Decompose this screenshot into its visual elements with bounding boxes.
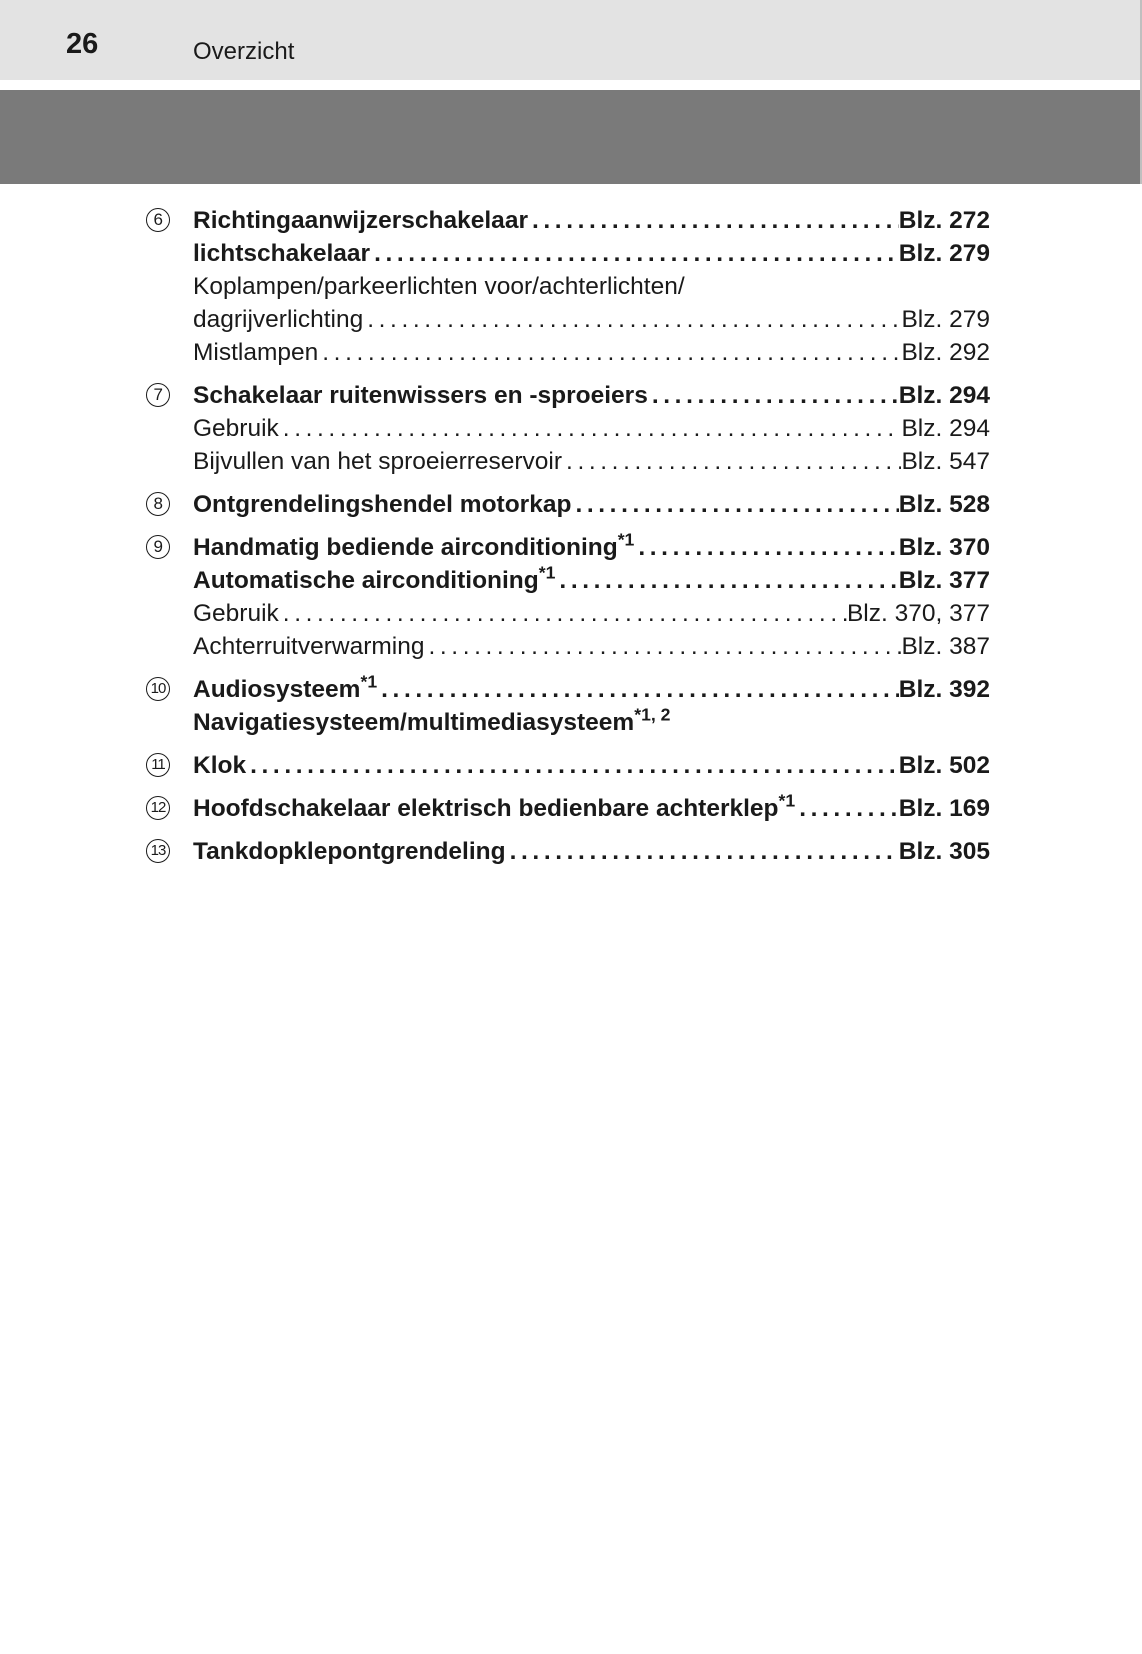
page-reference-link[interactable]: Blz. 305 xyxy=(898,838,990,865)
toc-label-text: Richtingaanwijzerschakelaar xyxy=(193,207,528,234)
toc-label xyxy=(193,531,634,564)
page-reference-link[interactable]: Blz. 377 xyxy=(898,567,990,594)
toc-label-text: Schakelaar ruitenwissers en -sproeiers xyxy=(193,382,648,409)
toc-row[interactable] xyxy=(146,835,990,868)
toc-row-content xyxy=(193,792,990,825)
section-title: Overzicht xyxy=(193,38,295,65)
toc-row-content xyxy=(193,673,990,706)
footnote-marker: *1 xyxy=(538,562,556,583)
item-number-badge: 13 xyxy=(146,839,170,863)
toc-label-text: Koplampen/parkeerlichten voor/achterlichten/ xyxy=(193,273,685,300)
toc-row[interactable] xyxy=(146,597,990,630)
dot-leader xyxy=(246,749,899,782)
toc-row-content xyxy=(193,749,990,782)
page-reference-link[interactable]: Blz. 272 xyxy=(898,207,990,234)
item-number-badge: 7 xyxy=(146,383,170,407)
toc-label-text: Achterruitverwarming xyxy=(193,633,425,660)
dot-leader xyxy=(279,412,902,445)
toc-row-content xyxy=(193,237,990,270)
toc-entry xyxy=(146,488,990,521)
dot-leader xyxy=(562,445,901,478)
toc-label-text: Klok xyxy=(193,752,247,779)
toc-label-text: Hoofdschakelaar elektrisch bedienbare achterklep xyxy=(193,795,779,822)
page-reference-link[interactable]: Blz. 279 xyxy=(901,306,990,333)
toc-row[interactable] xyxy=(146,749,990,782)
page-reference-link[interactable]: Blz. 169 xyxy=(898,795,990,822)
toc-label xyxy=(193,445,562,478)
dot-leader xyxy=(571,488,898,521)
toc-row[interactable] xyxy=(146,270,990,303)
toc-row[interactable] xyxy=(146,237,990,270)
toc-entry xyxy=(146,792,990,825)
toc-row[interactable] xyxy=(146,204,990,237)
toc-row[interactable] xyxy=(146,379,990,412)
item-number-badge: 8 xyxy=(146,492,170,516)
toc-entry xyxy=(146,204,990,369)
page-number: 26 xyxy=(66,28,99,60)
page-reference-link[interactable]: Blz. 279 xyxy=(898,240,990,267)
toc-row-content xyxy=(193,270,990,303)
toc-label-text: Handmatig bediende airconditioning xyxy=(193,534,618,561)
toc-label xyxy=(193,749,246,782)
footnote-marker: *1 xyxy=(778,790,796,811)
dot-leader xyxy=(555,564,898,597)
toc-label-text: Mistlampen xyxy=(193,339,319,366)
toc-row-content xyxy=(193,488,990,521)
dot-leader xyxy=(363,303,901,336)
page-reference-link[interactable]: Blz. 294 xyxy=(901,415,990,442)
page-reference-link[interactable]: Blz. 392 xyxy=(898,676,990,703)
toc-label xyxy=(193,673,377,706)
toc-row-content xyxy=(193,597,990,630)
page-reference-link[interactable]: Blz. 370, 377 xyxy=(846,600,990,627)
toc-row[interactable] xyxy=(146,531,990,564)
page-reference-link[interactable]: Blz. 547 xyxy=(901,448,990,475)
footnote-marker: *1 xyxy=(360,671,378,692)
toc-row-content xyxy=(193,835,990,868)
toc-list xyxy=(146,204,990,878)
dot-leader xyxy=(318,336,901,369)
toc-entry xyxy=(146,673,990,739)
toc-row-content xyxy=(193,379,990,412)
dot-leader xyxy=(795,792,899,825)
item-number-badge: 10 xyxy=(146,677,170,701)
toc-label xyxy=(193,412,279,445)
dot-leader xyxy=(528,204,899,237)
toc-label-text: Bijvullen van het sproeierreservoir xyxy=(193,448,563,475)
toc-entry xyxy=(146,749,990,782)
page-reference-link[interactable]: Blz. 370 xyxy=(898,534,990,561)
page-header xyxy=(0,0,1142,80)
toc-label-text: Gebruik xyxy=(193,600,279,627)
toc-entry xyxy=(146,835,990,868)
toc-label xyxy=(193,630,424,663)
toc-row-content xyxy=(193,412,990,445)
toc-label-text: Gebruik xyxy=(193,415,279,442)
header-band xyxy=(0,90,1142,184)
toc-label xyxy=(193,564,555,597)
toc-label-text: Ontgrendelingshendel motorkap xyxy=(193,491,572,518)
toc-label-text: lichtschakelaar xyxy=(193,240,371,267)
header-divider xyxy=(0,80,1142,90)
footnote-marker: *1, 2 xyxy=(634,704,671,725)
page-reference-link[interactable]: Blz. 387 xyxy=(901,633,990,660)
toc-row-content xyxy=(193,204,990,237)
dot-leader xyxy=(377,673,899,706)
toc-row[interactable] xyxy=(146,706,990,739)
toc-label-text: Tankdopklepontgrendeling xyxy=(193,838,506,865)
toc-label xyxy=(193,336,318,369)
item-number-badge: 9 xyxy=(146,535,170,559)
toc-row-content xyxy=(193,564,990,597)
toc-row-content xyxy=(193,445,990,478)
toc-label xyxy=(193,303,363,336)
toc-label xyxy=(193,270,685,303)
toc-label-text: dagrijverlichting xyxy=(193,306,364,333)
toc-row-content xyxy=(193,303,990,336)
dot-leader xyxy=(648,379,899,412)
toc-label xyxy=(193,488,571,521)
toc-row[interactable] xyxy=(146,412,990,445)
toc-row[interactable] xyxy=(146,673,990,706)
toc-label-text: Audiosysteem xyxy=(193,676,361,703)
dot-leader xyxy=(506,835,899,868)
toc-row[interactable] xyxy=(146,303,990,336)
toc-label xyxy=(193,237,370,270)
toc-row[interactable] xyxy=(146,445,990,478)
toc-label xyxy=(193,835,506,868)
dot-leader xyxy=(424,630,901,663)
toc-row[interactable] xyxy=(146,336,990,369)
toc-row-content xyxy=(193,336,990,369)
item-number-badge: 11 xyxy=(146,753,170,777)
toc-row[interactable] xyxy=(146,488,990,521)
toc-row-content xyxy=(193,630,990,663)
toc-row-content xyxy=(193,531,990,564)
toc-label xyxy=(193,597,279,630)
toc-row-content xyxy=(193,706,990,739)
item-number-badge: 6 xyxy=(146,208,170,232)
toc-label xyxy=(193,379,648,412)
toc-row[interactable] xyxy=(146,564,990,597)
toc-label xyxy=(193,706,670,739)
dot-leader xyxy=(370,237,899,270)
toc-label xyxy=(193,792,795,825)
toc-label xyxy=(193,204,528,237)
toc-row[interactable] xyxy=(146,792,990,825)
page-reference-link[interactable]: Blz. 292 xyxy=(901,339,990,366)
toc-entry xyxy=(146,531,990,663)
toc-entry xyxy=(146,379,990,478)
item-number-badge: 12 xyxy=(146,796,170,820)
dot-leader xyxy=(279,597,847,630)
footnote-marker: *1 xyxy=(617,529,635,550)
toc-label-text: Navigatiesysteem/multimediasysteem xyxy=(193,709,635,736)
page-reference-link[interactable]: Blz. 502 xyxy=(898,752,990,779)
dot-leader xyxy=(634,531,898,564)
page-reference-link[interactable]: Blz. 294 xyxy=(898,382,990,409)
page-reference-link[interactable]: Blz. 528 xyxy=(898,491,990,518)
toc-row[interactable] xyxy=(146,630,990,663)
toc-label-text: Automatische airconditioning xyxy=(193,567,539,594)
